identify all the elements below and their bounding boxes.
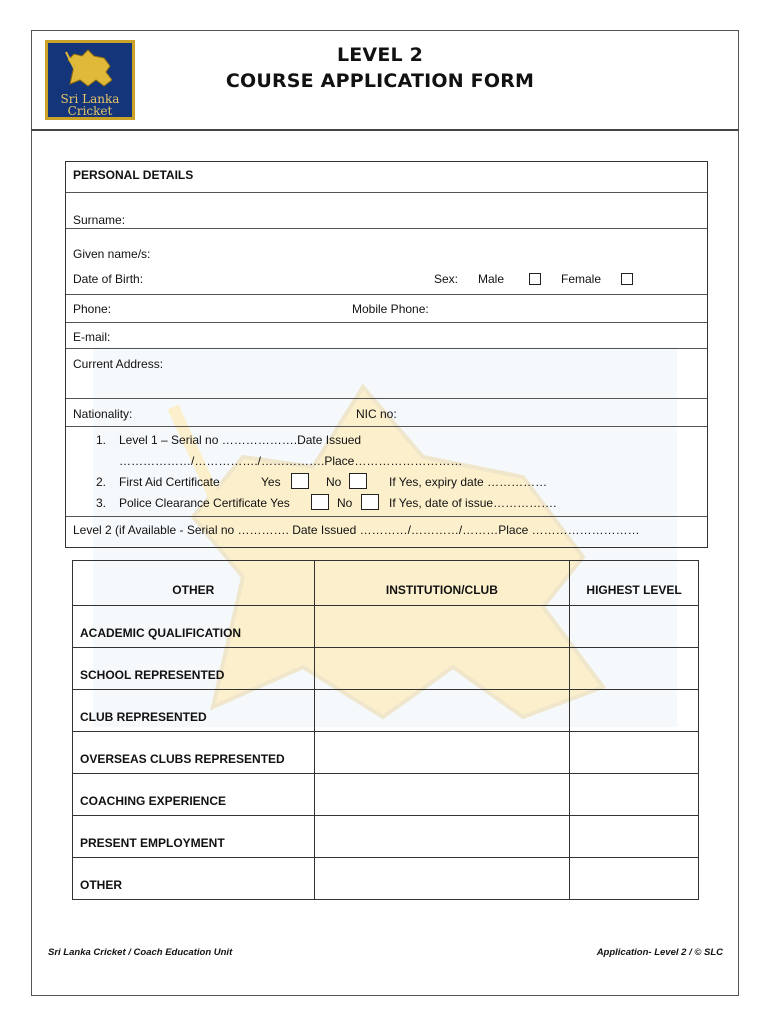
phone-row <box>66 294 707 322</box>
email-label: E-mail: <box>73 330 111 344</box>
dob-label: Date of Birth: <box>73 272 144 286</box>
row-label-school-represented: SCHOOL REPRESENTED <box>73 648 315 690</box>
female-checkbox[interactable] <box>621 273 633 285</box>
male-label: Male <box>478 272 505 286</box>
first-aid-no-label: No <box>326 475 342 489</box>
table-row <box>73 606 699 648</box>
personal-details-section <box>65 161 708 548</box>
phone-label: Phone: <box>73 302 112 316</box>
institution-club-cell[interactable] <box>314 690 570 732</box>
table-row <box>73 858 699 900</box>
table-row <box>73 732 699 774</box>
email-row[interactable] <box>66 322 707 348</box>
item-3-number: 3. <box>96 496 107 510</box>
highest-level-cell[interactable] <box>570 648 699 690</box>
police-clearance-yes-checkbox[interactable] <box>311 494 329 510</box>
surname-label: Surname: <box>73 213 126 227</box>
male-checkbox[interactable] <box>529 273 541 285</box>
given-names-label: Given name/s: <box>73 247 151 261</box>
highest-level-cell[interactable] <box>570 858 699 900</box>
page-title-level: LEVEL 2 <box>336 44 424 66</box>
first-aid-label: First Aid Certificate <box>119 475 220 489</box>
police-clearance-label: Police Clearance Certificate Yes <box>119 496 290 510</box>
personal-details-heading: PERSONAL DETAILS <box>73 168 194 182</box>
institution-club-cell[interactable] <box>314 858 570 900</box>
level1-serial-line: Level 1 – Serial no ……………….Date Issued <box>119 433 362 447</box>
police-clearance-no-label: No <box>337 496 353 510</box>
table-row <box>73 648 699 690</box>
row-label-present-employment: PRESENT EMPLOYMENT <box>73 816 315 858</box>
table-header-row <box>73 561 699 606</box>
institution-club-cell[interactable] <box>314 732 570 774</box>
institution-club-cell[interactable] <box>314 606 570 648</box>
certificates-row <box>66 426 707 516</box>
female-label: Female <box>561 272 602 286</box>
given-names-row[interactable] <box>66 228 707 260</box>
row-label-academic-qualification: ACADEMIC QUALIFICATION <box>73 606 315 648</box>
level2-row <box>66 516 707 548</box>
first-aid-yes-checkbox[interactable] <box>291 473 309 489</box>
logo-text-line2: Cricket <box>67 104 113 118</box>
highest-level-cell[interactable] <box>570 732 699 774</box>
highest-level-cell[interactable] <box>570 606 699 648</box>
sri-lanka-cricket-logo <box>45 40 135 120</box>
nationality-label: Nationality: <box>73 407 133 421</box>
table-row <box>73 774 699 816</box>
police-clearance-issue-label: If Yes, date of issue……………. <box>389 496 557 510</box>
lion-emblem-icon <box>60 46 120 92</box>
current-address-label: Current Address: <box>73 357 164 371</box>
nic-label: NIC no: <box>356 407 397 421</box>
item-2-number: 2. <box>96 475 107 489</box>
table-row <box>73 690 699 732</box>
surname-row[interactable] <box>66 192 707 228</box>
highest-level-cell[interactable] <box>570 774 699 816</box>
logo-text-line1: Sri Lanka <box>60 92 120 106</box>
page-title-form: COURSE APPLICATION FORM <box>225 70 535 92</box>
item-1-number: 1. <box>96 433 107 447</box>
dob-sex-row <box>66 260 707 294</box>
column-header-other: OTHER <box>73 561 315 606</box>
institution-club-cell[interactable] <box>314 816 570 858</box>
level2-serial-line: Level 2 (if Available - Serial no …………. Date Issued …………/…………/………Place ……………………… <box>73 523 640 537</box>
row-label-overseas-clubs: OVERSEAS CLUBS REPRESENTED <box>73 732 315 774</box>
column-header-institution-club: INSTITUTION/CLUB <box>314 561 570 606</box>
first-aid-yes-label: Yes <box>261 475 281 489</box>
column-header-highest-level: HIGHEST LEVEL <box>570 561 699 606</box>
institution-club-cell[interactable] <box>314 774 570 816</box>
address-row[interactable] <box>66 348 707 398</box>
police-clearance-no-checkbox[interactable] <box>361 494 379 510</box>
sex-label: Sex: <box>434 272 459 286</box>
other-details-table <box>72 560 699 900</box>
header-divider <box>31 129 739 131</box>
first-aid-no-checkbox[interactable] <box>349 473 367 489</box>
footer-right-text: Application- Level 2 / © SLC <box>596 947 723 958</box>
highest-level-cell[interactable] <box>570 816 699 858</box>
level1-date-place-line: ………………/……………./…………….Place……………………… <box>119 454 463 468</box>
mobile-phone-label: Mobile Phone: <box>352 302 429 316</box>
first-aid-expiry-label: If Yes, expiry date …………… <box>389 475 548 489</box>
row-label-club-represented: CLUB REPRESENTED <box>73 690 315 732</box>
nationality-row <box>66 398 707 426</box>
footer-left-text: Sri Lanka Cricket / Coach Education Unit <box>48 947 233 958</box>
row-label-other: OTHER <box>73 858 315 900</box>
institution-club-cell[interactable] <box>314 648 570 690</box>
personal-heading-row <box>66 162 707 192</box>
table-row <box>73 816 699 858</box>
row-label-coaching-experience: COACHING EXPERIENCE <box>73 774 315 816</box>
highest-level-cell[interactable] <box>570 690 699 732</box>
